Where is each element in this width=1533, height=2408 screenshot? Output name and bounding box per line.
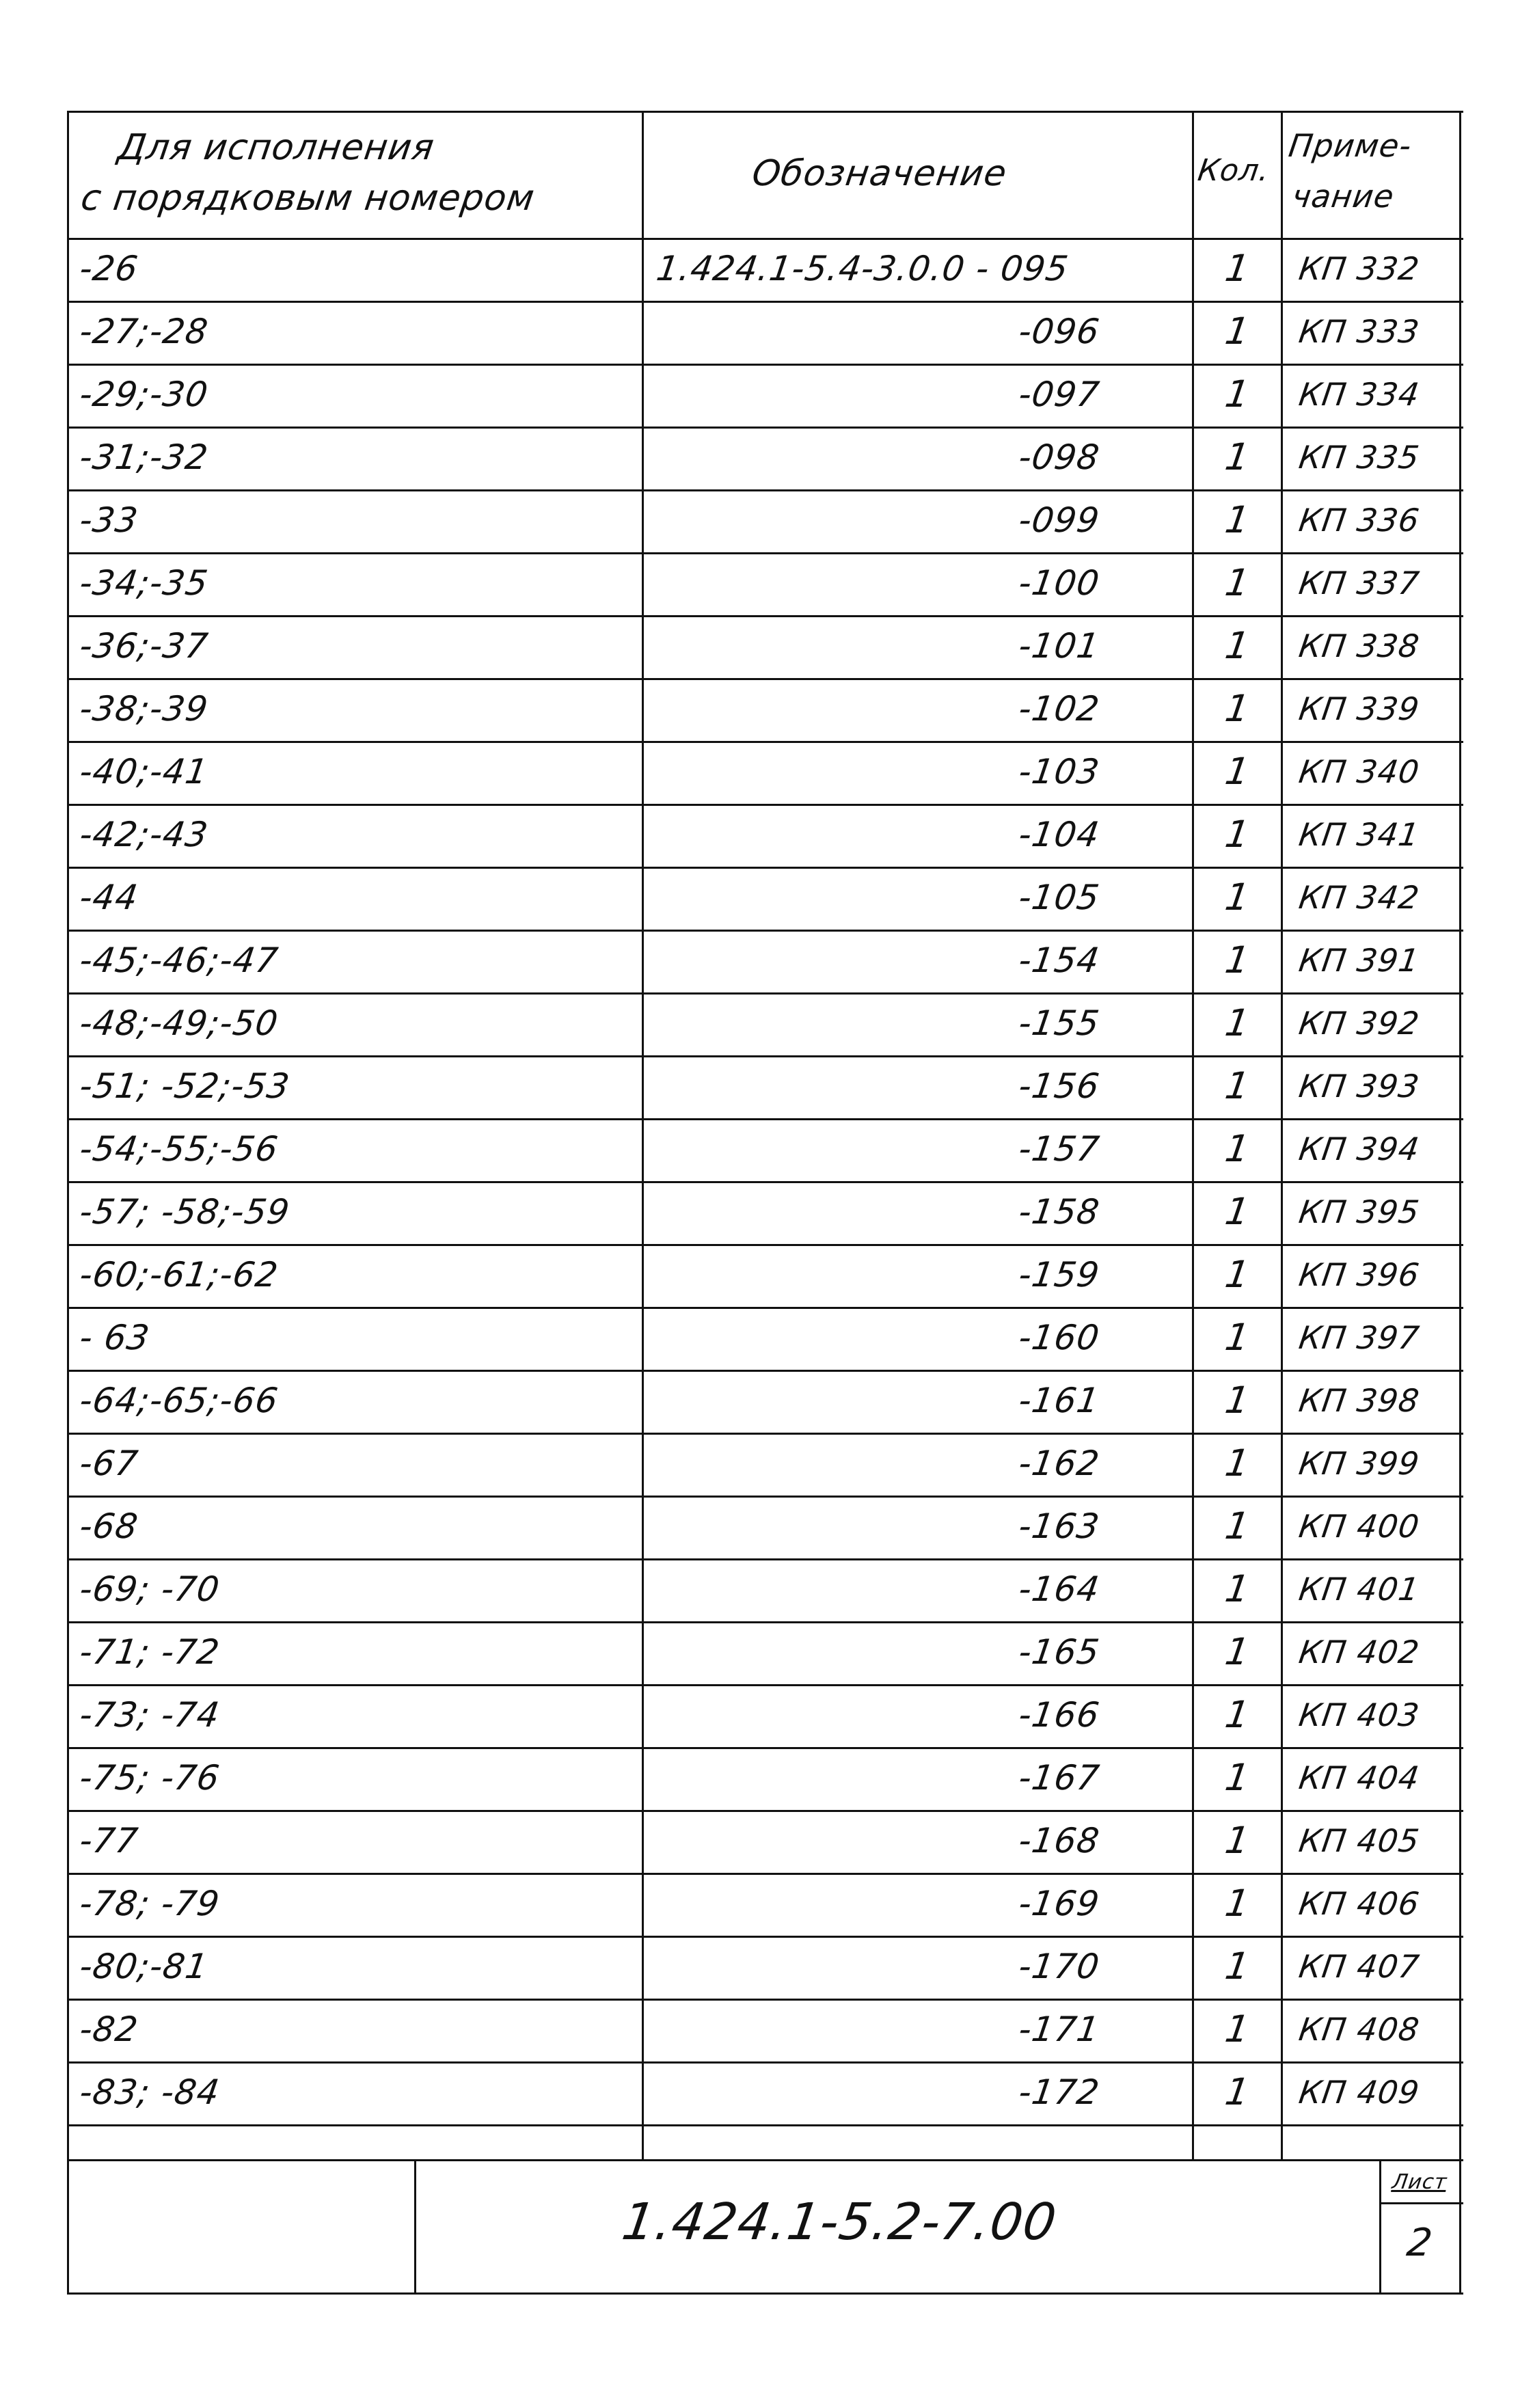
row-exec-number: -31;-32 xyxy=(77,437,211,477)
header-exec-line2: с порядковым номером xyxy=(78,178,538,219)
row-designation: -159 xyxy=(1016,1255,1102,1295)
row-exec-number: -60;-61;-62 xyxy=(77,1255,281,1295)
row-divider xyxy=(69,1621,1463,1623)
row-quantity: 1 xyxy=(1222,1379,1253,1422)
row-designation: -167 xyxy=(1016,1758,1102,1798)
row-designation: -157 xyxy=(1016,1129,1102,1169)
row-designation: -169 xyxy=(1016,1884,1102,1923)
stamp-sheet-label-line xyxy=(1379,2202,1463,2204)
row-quantity: 1 xyxy=(1222,1253,1253,1296)
row-divider xyxy=(69,1873,1463,1875)
row-quantity: 1 xyxy=(1222,310,1253,353)
row-exec-number: -44 xyxy=(77,878,141,917)
row-quantity: 1 xyxy=(1222,938,1253,982)
row-designation: -168 xyxy=(1016,1821,1102,1861)
row-designation: -154 xyxy=(1016,941,1102,980)
row-note: КП 391 xyxy=(1297,942,1422,979)
row-divider xyxy=(69,930,1463,932)
row-exec-number: -27;-28 xyxy=(77,312,211,351)
row-designation: -097 xyxy=(1016,375,1102,414)
sheet-number: 2 xyxy=(1404,2221,1436,2265)
column-divider xyxy=(1192,111,1194,2159)
row-designation: -165 xyxy=(1016,1632,1102,1672)
row-quantity: 1 xyxy=(1222,1819,1253,1862)
row-exec-number: -80;-81 xyxy=(77,1947,211,1986)
stamp-sheet-divider xyxy=(1379,2161,1381,2292)
column-divider xyxy=(642,111,644,2159)
table-top-border xyxy=(67,111,1463,113)
row-exec-number: -64;-65;-66 xyxy=(77,1381,281,1420)
row-exec-number: -83; -84 xyxy=(77,2072,223,2112)
row-designation: -158 xyxy=(1016,1192,1102,1232)
row-exec-number: -68 xyxy=(77,1506,141,1546)
document-sheet xyxy=(67,111,1461,2292)
row-divider xyxy=(69,804,1463,806)
row-designation: -104 xyxy=(1016,815,1102,854)
row-note: КП 339 xyxy=(1297,690,1422,727)
row-quantity: 1 xyxy=(1222,435,1253,478)
stamp-bottom-border xyxy=(67,2292,1463,2295)
row-exec-number: -75; -76 xyxy=(77,1758,223,1798)
row-divider xyxy=(69,1936,1463,1938)
row-exec-number: -71; -72 xyxy=(77,1632,223,1672)
row-designation: -101 xyxy=(1016,626,1102,666)
row-designation: -162 xyxy=(1016,1444,1102,1483)
row-quantity: 1 xyxy=(1222,1190,1253,1233)
row-exec-number: - 63 xyxy=(77,1318,152,1357)
row-note: КП 341 xyxy=(1297,816,1422,853)
row-note: КП 397 xyxy=(1297,1319,1422,1356)
row-designation: -099 xyxy=(1016,500,1102,540)
row-designation: -160 xyxy=(1016,1318,1102,1357)
header-quantity: Кол. xyxy=(1195,153,1272,188)
row-exec-number: -48;-49;-50 xyxy=(77,1003,281,1043)
row-exec-number: -82 xyxy=(77,2010,141,2049)
row-note: КП 336 xyxy=(1297,502,1422,539)
row-divider xyxy=(69,364,1463,366)
row-note: КП 404 xyxy=(1297,1759,1422,1796)
row-divider xyxy=(69,1181,1463,1183)
row-divider xyxy=(69,301,1463,303)
row-note: КП 342 xyxy=(1297,879,1422,916)
row-divider xyxy=(69,1433,1463,1435)
row-exec-number: -51; -52;-53 xyxy=(77,1066,293,1106)
row-exec-number: -45;-46;-47 xyxy=(77,941,281,980)
row-note: КП 395 xyxy=(1297,1193,1422,1230)
row-divider xyxy=(69,552,1463,554)
row-note: КП 402 xyxy=(1297,1634,1422,1670)
row-divider xyxy=(69,1999,1463,2001)
row-quantity: 1 xyxy=(1222,2007,1253,2051)
row-exec-number: -38;-39 xyxy=(77,689,211,729)
row-divider xyxy=(69,1496,1463,1498)
column-divider xyxy=(1281,111,1283,2159)
row-exec-number: -57; -58;-59 xyxy=(77,1192,293,1232)
row-exec-number: -26 xyxy=(77,249,141,288)
document-code: 1.424.1-5.2-7.00 xyxy=(618,2193,1061,2251)
row-divider xyxy=(69,1684,1463,1686)
row-divider xyxy=(69,867,1463,869)
row-quantity: 1 xyxy=(1222,498,1253,541)
row-note: КП 399 xyxy=(1297,1445,1422,1482)
row-divider xyxy=(69,1307,1463,1309)
row-note: КП 335 xyxy=(1297,439,1422,476)
row-divider xyxy=(69,2124,1463,2126)
row-exec-number: -40;-41 xyxy=(77,752,211,792)
row-note: КП 334 xyxy=(1297,376,1422,413)
row-quantity: 1 xyxy=(1222,1945,1253,1988)
row-quantity: 1 xyxy=(1222,1630,1253,1673)
row-exec-number: -54;-55;-56 xyxy=(77,1129,281,1169)
row-quantity: 1 xyxy=(1222,1064,1253,1107)
row-divider xyxy=(69,741,1463,743)
row-designation: -163 xyxy=(1016,1506,1102,1546)
row-note: КП 338 xyxy=(1297,627,1422,664)
row-designation: -100 xyxy=(1016,563,1102,603)
row-note: КП 406 xyxy=(1297,1885,1422,1922)
row-designation: -098 xyxy=(1016,437,1102,477)
row-divider xyxy=(69,427,1463,429)
row-quantity: 1 xyxy=(1222,1693,1253,1736)
row-divider xyxy=(69,1747,1463,1749)
row-divider xyxy=(69,2061,1463,2064)
row-note: КП 333 xyxy=(1297,313,1422,350)
row-designation: -102 xyxy=(1016,689,1102,729)
row-designation: -103 xyxy=(1016,752,1102,792)
row-divider xyxy=(69,615,1463,617)
row-quantity: 1 xyxy=(1222,1504,1253,1547)
row-exec-number: -36;-37 xyxy=(77,626,211,666)
row-divider xyxy=(69,1370,1463,1372)
row-quantity: 1 xyxy=(1222,247,1253,290)
row-quantity: 1 xyxy=(1222,1882,1253,1925)
row-designation: 1.424.1-5.4-3.0.0 - 095 xyxy=(653,249,1072,288)
row-quantity: 1 xyxy=(1222,1316,1253,1359)
table-bottom-border xyxy=(69,2159,1463,2161)
row-note: КП 396 xyxy=(1297,1256,1422,1293)
row-divider xyxy=(69,1118,1463,1120)
header-note-line1: Приме- xyxy=(1286,127,1415,164)
row-exec-number: -73; -74 xyxy=(77,1695,223,1735)
row-note: КП 332 xyxy=(1297,250,1422,287)
row-note: КП 337 xyxy=(1297,565,1422,601)
row-note: КП 407 xyxy=(1297,1948,1422,1985)
row-note: КП 393 xyxy=(1297,1068,1422,1105)
row-designation: -170 xyxy=(1016,1947,1102,1986)
row-quantity: 1 xyxy=(1222,750,1253,793)
row-quantity: 1 xyxy=(1222,561,1253,604)
row-quantity: 1 xyxy=(1222,876,1253,919)
row-exec-number: -77 xyxy=(77,1821,141,1861)
row-exec-number: -34;-35 xyxy=(77,563,211,603)
row-designation: -156 xyxy=(1016,1066,1102,1106)
row-quantity: 1 xyxy=(1222,373,1253,416)
row-quantity: 1 xyxy=(1222,1127,1253,1170)
row-divider xyxy=(69,1810,1463,1812)
row-quantity: 1 xyxy=(1222,1442,1253,1485)
row-exec-number: -69; -70 xyxy=(77,1569,223,1609)
row-designation: -164 xyxy=(1016,1569,1102,1609)
header-designation: Обозначение xyxy=(749,153,1010,194)
row-note: КП 398 xyxy=(1297,1382,1422,1419)
row-designation: -171 xyxy=(1016,2010,1102,2049)
row-designation: -172 xyxy=(1016,2072,1102,2112)
row-exec-number: -29;-30 xyxy=(77,375,211,414)
row-exec-number: -67 xyxy=(77,1444,141,1483)
row-designation: -166 xyxy=(1016,1695,1102,1735)
row-divider xyxy=(69,489,1463,491)
row-exec-number: -78; -79 xyxy=(77,1884,223,1923)
row-designation: -161 xyxy=(1016,1381,1102,1420)
row-designation: -105 xyxy=(1016,878,1102,917)
row-note: КП 400 xyxy=(1297,1508,1422,1545)
row-designation: -155 xyxy=(1016,1003,1102,1043)
stamp-left-divider xyxy=(414,2161,416,2292)
sheet-label: Лист xyxy=(1390,2170,1449,2194)
row-quantity: 1 xyxy=(1222,1001,1253,1044)
row-quantity: 1 xyxy=(1222,1567,1253,1610)
row-divider xyxy=(69,1244,1463,1246)
row-note: КП 340 xyxy=(1297,753,1422,790)
row-note: КП 401 xyxy=(1297,1571,1422,1608)
row-designation: -096 xyxy=(1016,312,1102,351)
row-note: КП 394 xyxy=(1297,1131,1422,1167)
row-exec-number: -33 xyxy=(77,500,141,540)
row-note: КП 392 xyxy=(1297,1005,1422,1042)
header-note-line2: чание xyxy=(1290,178,1397,215)
row-note: КП 405 xyxy=(1297,1822,1422,1859)
row-note: КП 409 xyxy=(1297,2074,1422,2111)
row-quantity: 1 xyxy=(1222,813,1253,856)
row-quantity: 1 xyxy=(1222,687,1253,730)
row-divider xyxy=(69,1055,1463,1057)
row-note: КП 408 xyxy=(1297,2011,1422,2048)
row-quantity: 1 xyxy=(1222,1756,1253,1799)
row-divider xyxy=(69,992,1463,995)
row-exec-number: -42;-43 xyxy=(77,815,211,854)
row-note: КП 403 xyxy=(1297,1696,1422,1733)
row-quantity: 1 xyxy=(1222,624,1253,667)
header-exec-line1: Для исполнения xyxy=(115,127,437,168)
row-divider xyxy=(69,1558,1463,1560)
row-quantity: 1 xyxy=(1222,2070,1253,2113)
row-divider xyxy=(69,678,1463,680)
header-divider xyxy=(69,238,1463,240)
